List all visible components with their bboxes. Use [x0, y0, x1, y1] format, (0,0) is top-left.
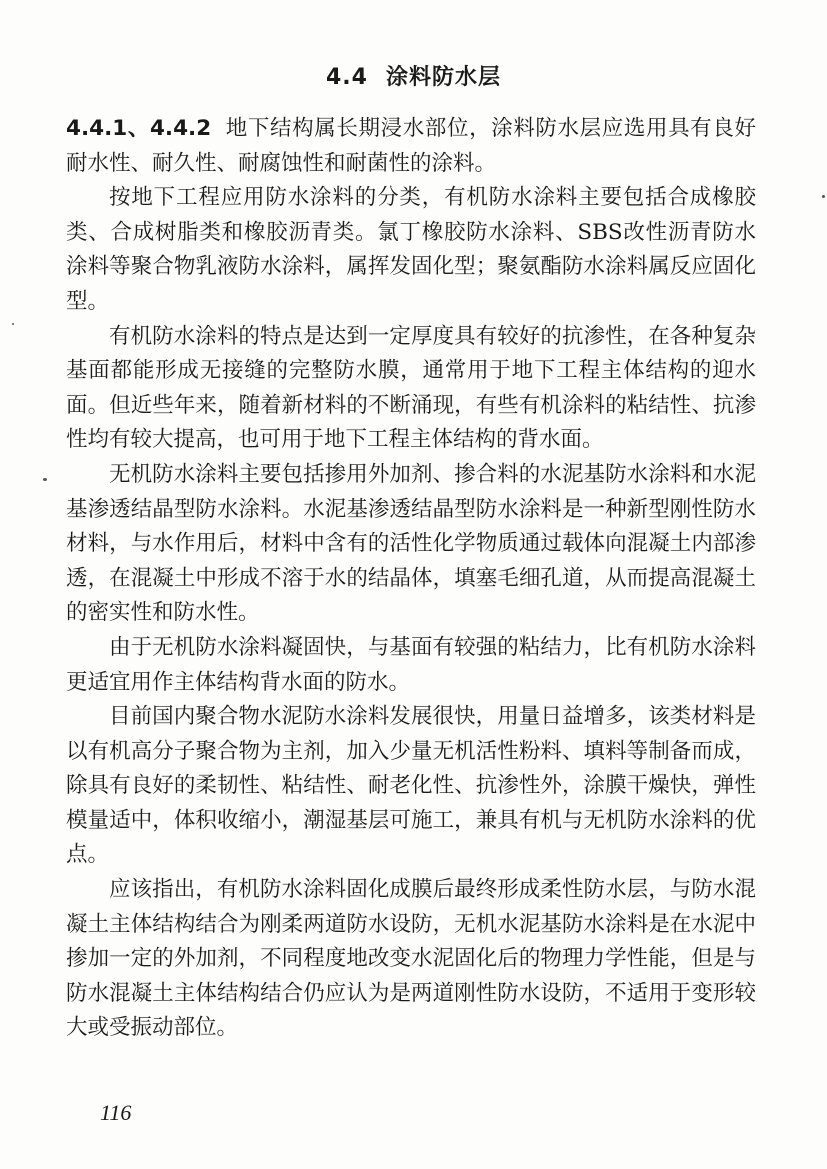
page-number: 116: [100, 1100, 132, 1125]
paragraph: [66, 112, 756, 181]
paragraph-text: 地下结构属长期浸水部位，涂料防水层应选用具有良好耐水性、耐久性、耐腐蚀性和耐菌性的涂料。: [66, 116, 756, 176]
scan-speck: [43, 478, 47, 481]
body-text: [66, 112, 756, 1046]
paragraph: 应该指出，有机防水涂料固化成膜后最终形成柔性防水层，与防水混凝土主体结构结合为刚柔两道防水设防，无机水泥基防水涂料是在水泥中掺加一定的外加剂，不同程度地改变水泥固化后的物理力学性能，但是与防水混凝土主体结构结合仍应认为是两道刚性防水设防，不适用于变形较大或受振动部位。: [66, 877, 756, 1041]
paragraph: 按地下工程应用防水涂料的分类，有机防水涂料主要包括合成橡胶类、合成树脂类和橡胶沥青类。氯丁橡胶防水涂料、SBS改性沥青防水涂料等聚合物乳液防水涂料，属挥发固化型；聚氨酯防水涂料属反应固化型。: [66, 185, 756, 314]
paragraph: 无机防水涂料主要包括掺用外加剂、掺合料的水泥基防水涂料和水泥基渗透结晶型防水涂料。水泥基渗透结晶型防水涂料是一种新型刚性防水材料，与水作用后，材料中含有的活性化学物质通过载体向混凝土内部渗透，在混凝土中形成不溶于水的结晶体，填塞毛细孔道，从而提高混凝土的密实性和防水性。: [66, 461, 756, 626]
section-number: 4.4: [326, 65, 368, 90]
scan-speck: [12, 323, 14, 325]
paragraph: 有机防水涂料的特点是达到一定厚度具有较好的抗渗性，在各种复杂基面都能形成无接缝的完整防水膜，通常用于地下工程主体结构的迎水面。但近些年来，随着新材料的不断涌现，有些有机涂料的粘结性、抗渗性均有较大提高，也可用于地下工程主体结构的背水面。: [66, 323, 756, 453]
clause-number: 4.4.1、4.4.2: [66, 116, 212, 141]
scan-speck: [822, 195, 825, 198]
paragraph: 由于无机防水涂料凝固快，与基面有较强的粘结力，比有机防水涂料更适宜用作主体结构背水面的防水。: [66, 634, 756, 695]
section-heading: [0, 60, 827, 91]
paragraph: 目前国内聚合物水泥防水涂料发展很快，用量日益增多，该类材料是以有机高分子聚合物为主剂，加入少量无机活性粉料、填料等制备而成，除具有良好的柔韧性、粘结性、耐老化性、抗渗性外，涂膜干燥快，弹性模量适中，体积收缩小，潮湿基层可施工，兼具有机与无机防水涂料的优点。: [66, 704, 756, 868]
section-title: 涂料防水层: [385, 65, 501, 90]
